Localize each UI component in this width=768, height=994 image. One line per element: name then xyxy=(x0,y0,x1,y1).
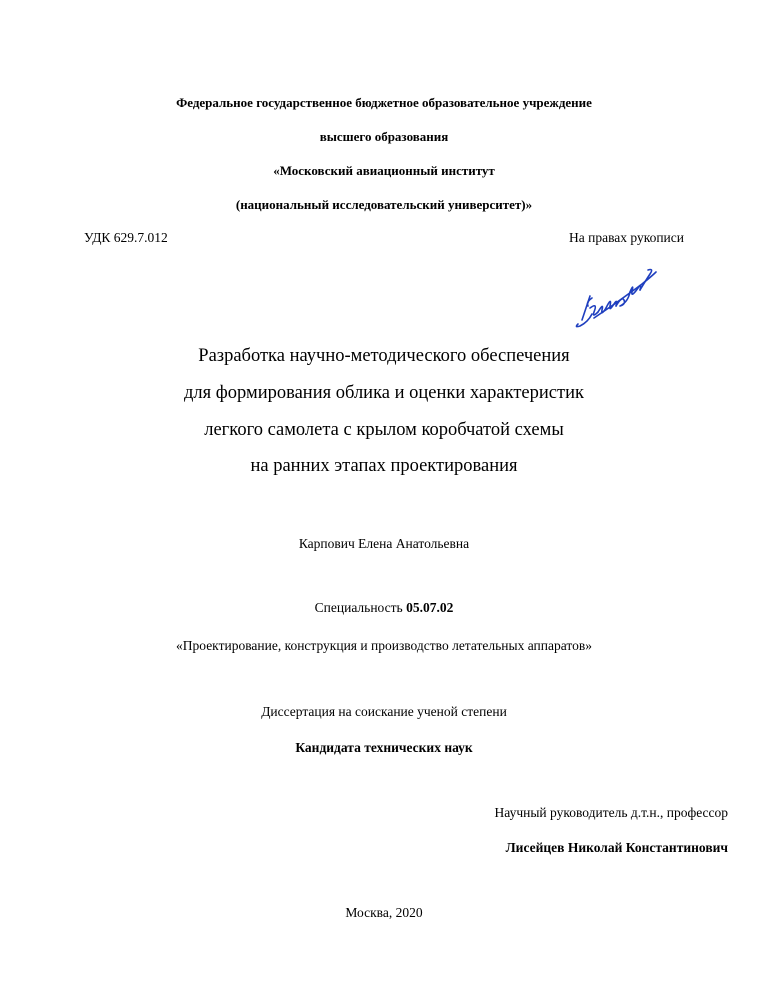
dissertation-degree-line: Диссертация на соискание ученой степени xyxy=(261,704,507,719)
title-line-2: для формирования облика и оценки характеристик xyxy=(184,383,584,403)
title-line-4: на ранних этапах проектирования xyxy=(250,456,518,476)
degree-name: Кандидата технических наук xyxy=(295,740,473,755)
institution-line-1: Федеральное государственное бюджетное образовательное учреждение xyxy=(176,95,592,110)
manuscript-rights-note: На правах рукописи xyxy=(568,230,684,245)
handwritten-signature-icon xyxy=(568,262,660,332)
title-line-1: Разработка научно-методического обеспечения xyxy=(198,346,570,366)
specialty-label: Специальность xyxy=(314,600,407,615)
institution-line-3: «Московский авиационный институт xyxy=(273,163,495,178)
udk-code: УДК 629.7.012 xyxy=(84,230,168,245)
title-line-3: легкого самолета с крылом коробчатой схемы xyxy=(204,420,564,440)
specialty-line xyxy=(0,600,768,616)
author-name: Карпович Елена Анатольевна xyxy=(298,536,470,551)
institution-line-2: высшего образования xyxy=(319,129,449,144)
specialty-name: «Проектирование, конструкция и производство летательных аппаратов» xyxy=(176,638,592,653)
city-year: Москва, 2020 xyxy=(345,905,423,920)
supervisor-role: Научный руководитель д.т.н., профессор xyxy=(494,805,728,820)
institution-line-4: (национальный исследовательский университет)» xyxy=(235,197,533,212)
specialty-code: 05.07.02 xyxy=(406,600,454,615)
supervisor-name: Лисейцев Николай Константинович xyxy=(505,840,728,855)
